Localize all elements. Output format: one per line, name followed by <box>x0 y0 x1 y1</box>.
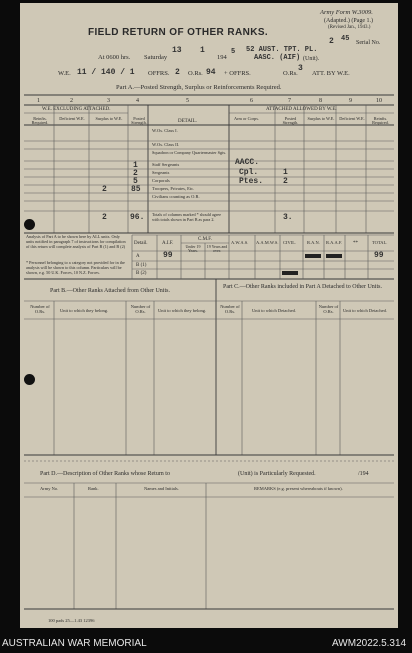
posted-header: Posted Strength. <box>131 116 147 126</box>
col-number: 1 <box>37 98 40 104</box>
att-posted-value: 2 <box>283 177 288 186</box>
form-adapted: (Adapted.) (Page 1.) <box>324 18 373 24</box>
arm-rank-ptes: Ptes. <box>239 177 264 186</box>
att-surplus-header: Surplus to W.E. <box>307 116 335 121</box>
redaction-mark <box>305 254 321 258</box>
att-posted-value: 1 <box>283 168 288 177</box>
we-value: 11 / 140 / 1 <box>77 68 135 77</box>
detail-row: W.Os. Class I. <box>152 128 178 133</box>
part-c-col: Number of O.Rs. <box>220 304 240 314</box>
col-number: 9 <box>349 98 352 104</box>
arm-rank-cpl: Cpl. <box>239 168 259 177</box>
analysis-row-label: A <box>136 254 140 259</box>
form-revised: (Revised Jan., 1943.) <box>328 25 371 30</box>
detail-row: Corporals <box>152 178 170 183</box>
part-a-heading: Part A.—Posted Strength, Surplus or Reinforcements Required. <box>116 84 282 91</box>
binder-hole <box>24 374 35 385</box>
analysis-row-label: B (2) <box>136 271 147 276</box>
offrs-label: OFFRS. <box>148 70 170 77</box>
archive-ref: AWM2022.5.314 <box>332 638 407 649</box>
date-day: 13 <box>172 46 182 55</box>
we-excluding-header: W.E. EXCLUDING ATTACHED. <box>42 107 111 112</box>
redaction-mark <box>326 254 342 258</box>
part-d-date: /194 <box>358 471 369 477</box>
printer-imprint: 100 pads 25—1.43 12396 <box>48 618 95 623</box>
arm-corps-value: AACC. <box>235 158 260 167</box>
part-c-col: Number of O.Rs. <box>318 304 339 314</box>
part-b-heading: Part B.—Other Ranks Attached from Other Units. <box>50 288 170 294</box>
unit-name-line1: 52 AUST. TPT. PL. <box>246 46 318 54</box>
att-posted-header: Posted Strength. <box>282 116 299 126</box>
ors-value: 94 <box>206 68 216 77</box>
we-label: W.E. <box>58 70 71 77</box>
arm-corps-header: Arm or Corps. <box>234 116 259 121</box>
detail-row: Sergeants <box>152 170 170 175</box>
part-c-heading: Part C.—Other Ranks included in Part A Detached to Other Units. <box>223 284 382 290</box>
part-d-heading-2: (Unit) is Particularly Requested. <box>238 471 316 477</box>
plus-offrs-label: + OFFRS. <box>224 70 251 77</box>
surplus-header: Surplus to W.E. <box>95 116 123 121</box>
analysis-header: ** <box>353 241 358 246</box>
part-b-col: Number of O.Rs. <box>130 304 151 314</box>
posted-value: 1 <box>133 161 138 170</box>
binder-hole <box>24 219 35 230</box>
part-d-col: Army No. <box>40 486 59 491</box>
analysis-total: 99 <box>374 251 384 260</box>
detail-row: Staff Sergeants <box>152 162 180 167</box>
part-d-col: Names and Initials. <box>144 486 179 491</box>
ors-label-2: O.Rs. <box>283 70 298 77</box>
col-number: 3 <box>107 98 110 104</box>
cmf-sub-header: 19 Years and over. <box>206 244 228 253</box>
analysis-footnote: * Personnel belonging to a category not provided for in the analysis will be shown to this column. Particulars will be shown, e.g. 50 U.K. Forces, 10 N.Z. Forces. <box>26 260 125 275</box>
surplus-value: 2 <box>102 185 107 194</box>
ors-label: O.Rs. <box>188 70 203 77</box>
analysis-header: Detail. <box>134 241 148 246</box>
col-number: 6 <box>250 98 253 104</box>
att-label: ATT. BY W.E. <box>312 70 350 77</box>
serial-label: Serial No. <box>356 40 381 46</box>
cmf-sub-header: Under 19 Years. <box>185 244 201 253</box>
date-month: 1 <box>200 46 205 55</box>
form-number: Army Form W.3009. <box>320 9 373 16</box>
reinfts-header: Reinfts. Required. <box>31 116 49 126</box>
analysis-header: R.A.A.F. <box>326 240 343 245</box>
form-ruling <box>20 3 398 628</box>
analysis-header: A.A.M.W.S. <box>256 240 279 245</box>
at-time-label: At 0600 hrs. <box>98 54 131 61</box>
form-title: FIELD RETURN OF OTHER RANKS. <box>88 27 269 38</box>
analysis-row-label: B (1) <box>136 263 147 268</box>
analysis-header: A.I.F. <box>162 241 174 246</box>
detail-row: Squadron or Company Quartermaster Sgts. <box>152 150 227 155</box>
col-number: 2 <box>70 98 73 104</box>
part-c-col: Unit to which Detached. <box>252 308 296 313</box>
part-b-col: Unit to which they belong. <box>158 308 207 313</box>
detail-totals-note: Totals of columns marked * should agree with totals shown in Part B as para 2. <box>152 212 222 222</box>
col-number: 7 <box>288 98 291 104</box>
analysis-note: Analysis of Part A to be shown here by ALL units. Only units notified in paragraph 7 of instructions for compilation of this return will complete analysis of Part B (1) and B (2) <box>26 234 126 249</box>
part-d-col: Rank. <box>88 486 99 491</box>
total-attached: 3. <box>283 213 293 222</box>
att-deficient-header: Deficient W.E. <box>339 116 365 121</box>
col-number: 8 <box>319 98 322 104</box>
detail-header: DETAIL. <box>178 119 197 124</box>
analysis-header: TOTAL. <box>372 240 388 245</box>
detail-row: W.Os. Class II. <box>152 142 180 147</box>
redaction-mark <box>282 271 298 275</box>
unit-name-line2: AASC. (AIF) <box>254 54 301 62</box>
aif-count: 99 <box>163 251 173 260</box>
serial-number: 2 <box>329 37 334 46</box>
year-suffix: 5 <box>231 48 236 56</box>
analysis-header: CIVIL. <box>283 240 297 245</box>
col-number: 5 <box>186 98 189 104</box>
detail-row: Troopers, Privates, Etc. <box>152 186 195 191</box>
attached-allowed-header: ATTACHED ALLOWED BY W.E. <box>266 107 337 112</box>
part-d-col: REMARKS (e.g. present whereabouts if known). <box>254 486 343 491</box>
part-c-col: Unit to which Detached. <box>343 308 387 313</box>
deficient-header: Deficient W.E. <box>59 116 85 121</box>
att-reinfts-header: Reinfts. Required. <box>372 116 389 126</box>
part-b-col: Number of O.Rs. <box>30 304 50 314</box>
form-document <box>20 3 398 628</box>
unit-label: (Unit). <box>303 56 320 62</box>
col-number: 10 <box>376 98 382 104</box>
analysis-header: A.W.A.S. <box>231 240 249 245</box>
posted-value: 5 <box>133 177 138 186</box>
day-label: Saturday <box>144 54 168 61</box>
part-d-heading: Part D.—Description of Other Ranks whose Return to <box>40 471 170 477</box>
archive-footer <box>0 636 412 653</box>
archive-name: AUSTRALIAN WAR MEMORIAL <box>2 638 147 649</box>
serial-year: 45 <box>341 35 350 43</box>
posted-value: 2 <box>133 169 138 178</box>
part-b-col: Unit to which they belong. <box>60 308 109 313</box>
total-surplus: 2 <box>102 213 107 222</box>
analysis-header: R.A.N. <box>307 240 320 245</box>
posted-value: 85 <box>131 185 141 194</box>
col-number: 4 <box>136 98 139 104</box>
ors-value-2: 3 <box>298 64 303 73</box>
total-posted: 96. <box>130 213 145 222</box>
year-prefix: 194 <box>217 54 227 61</box>
analysis-header: C.M.F. <box>198 237 212 242</box>
detail-row: Civilians counting as O.R. <box>152 194 200 199</box>
offrs-value: 2 <box>175 68 180 77</box>
